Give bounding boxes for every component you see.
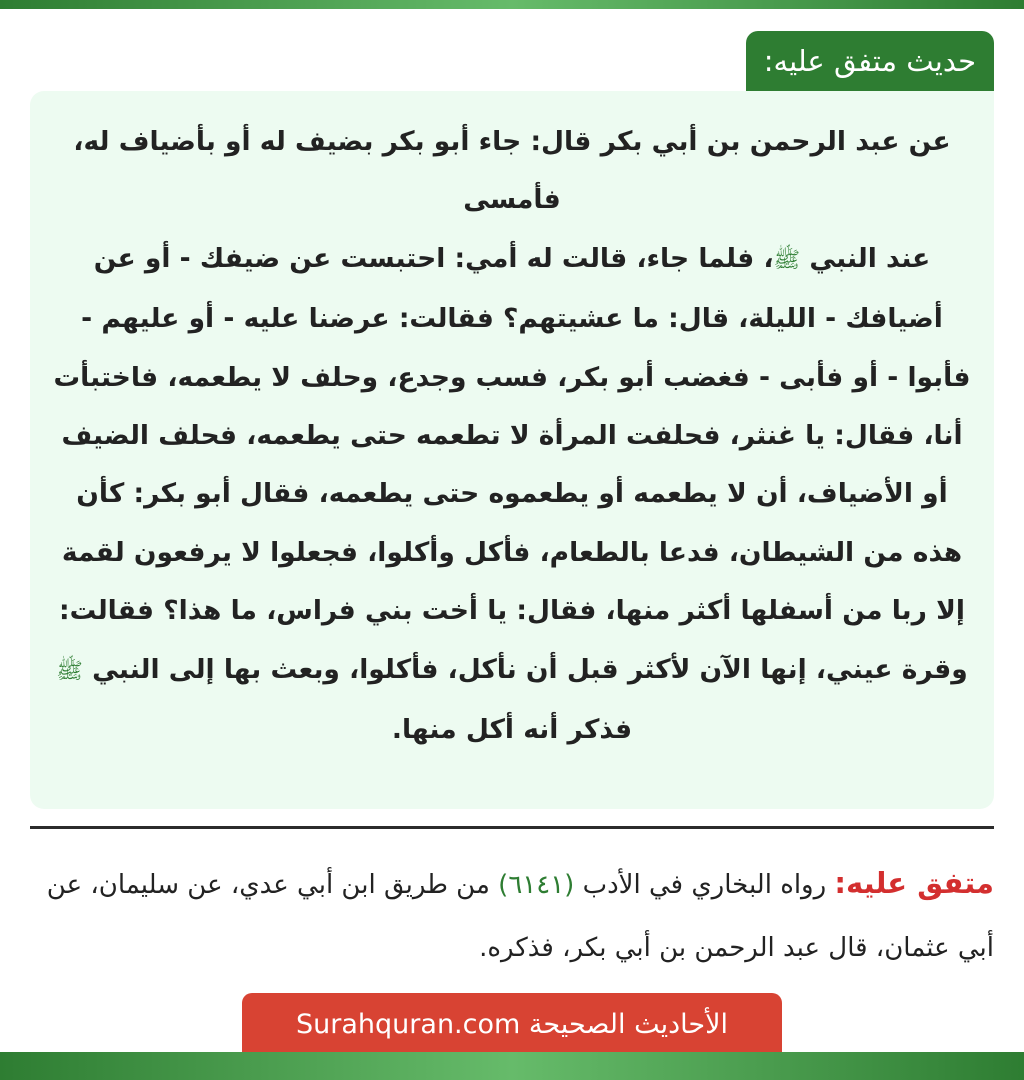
hadith-text-segment: ، فلما جاء، قالت له أمي: احتبست عن ضيفك - أو عن أضيافك - الليلة، قال: ما عشيتهم؟ فقالت: عرضنا عليه - أو عليهم - فأبوا - أو فأبى - فغضب أبو بكر، فسب وجدع، وحلف لا يطعمه، فاختبأت أنا، فقال: يا غنثر، فحلفت المرأة لا تطعمه حتى يطعمه، فحلف الضيف أو الأضياف، أن لا يطعمه أو يطعموه حتى يطعمه، فقال أبو بكر: كأن هذه من الشيطان، فدعا بالطعام، فأكل وأكلوا، فجعلوا لا يرفعون لقمة إلا ربا من أسفلها أكثر منها، فقال: يا أخت بني فراس، ما هذا؟ فقالت: وقرة عيني، إنها الآن لأكثر قبل أن نأكل، فأكلوا، وبعث بها إلى النبي (53, 242, 971, 685)
hadith-text-segment: عند النبي (809, 242, 931, 274)
source-text: رواه البخاري في الأدب (582, 870, 827, 900)
section-divider (30, 826, 994, 829)
bottom-decorative-bar (0, 1052, 1024, 1080)
hadith-text-box (30, 91, 994, 809)
hadith-paragraph-1 (52, 113, 972, 230)
hadith-text (52, 113, 972, 759)
source-reference-number: (٦١٤١) (498, 870, 575, 900)
hadith-paragraph-2 (52, 230, 972, 760)
hadith-text-segment: فذكر أنه أكل منها. (391, 714, 633, 746)
hadith-text-segment: عن عبد الرحمن بن أبي بكر قال: جاء أبو بكر بضيف له أو بأضياف له، فأمسى (73, 126, 951, 216)
top-decorative-bar (0, 0, 1024, 9)
honorific-glyph: ﷺ (773, 247, 801, 273)
hadith-type-label: حديث متفق عليه: (746, 31, 994, 91)
hadith-source (30, 852, 994, 980)
hadith-grade: متفق عليه: (834, 866, 994, 900)
honorific-glyph: ﷺ (56, 658, 83, 684)
site-brand-badge[interactable]: الأحاديث الصحيحة Surahquran.com (242, 993, 782, 1052)
source-text: من طريق ابن أبي عدي، عن سليمان، عن أبي عثمان، قال عبد الرحمن بن أبي بكر، فذكره. (46, 870, 994, 963)
